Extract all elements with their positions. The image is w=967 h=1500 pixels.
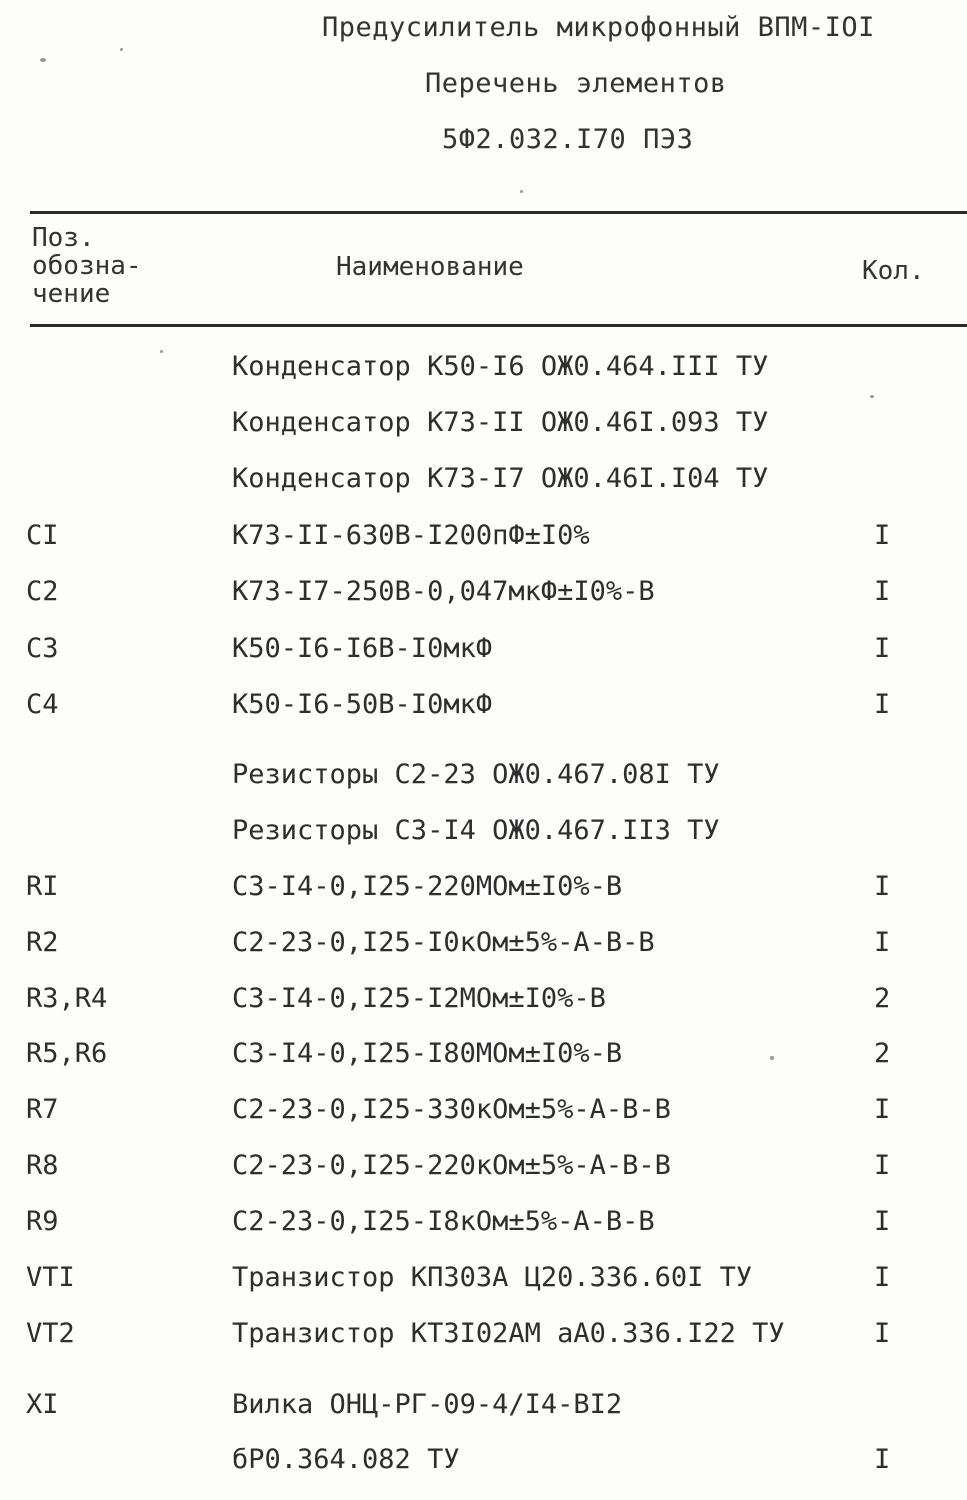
table-row (0, 1206, 967, 1246)
table-row (0, 983, 967, 1023)
scan-speck (160, 350, 163, 353)
table-row (0, 1262, 967, 1302)
row-quantity: I (874, 633, 891, 664)
header-name: Наименование (336, 252, 524, 282)
row-name: Резисторы С3-I4 ОЖ0.467.II3 ТУ (232, 815, 720, 846)
row-position: VT2 (26, 1318, 75, 1349)
row-name: Конденсатор К50-I6 ОЖ0.464.III ТУ (232, 351, 769, 382)
row-name: Конденсатор К73-I7 ОЖ0.46I.I04 ТУ (232, 463, 769, 494)
row-name: С3-I4-0,I25-I2МОм±I0%-В (232, 983, 606, 1014)
row-name: С2-23-0,I25-I0кОм±5%-А-В-В (232, 927, 655, 958)
table-top-rule (30, 211, 967, 214)
table-row (0, 871, 967, 911)
row-name: К73-II-630В-I200пФ±I0% (232, 520, 590, 551)
scan-speck (40, 58, 46, 62)
row-position: R5,R6 (26, 1038, 108, 1069)
table-row (0, 815, 967, 855)
row-quantity: I (874, 689, 891, 720)
row-name: С3-I4-0,I25-220МОм±I0%-В (232, 871, 623, 902)
row-position: C3 (26, 633, 59, 664)
table-row (0, 576, 967, 616)
row-name: С2-23-0,I25-330кОм±5%-А-В-В (232, 1094, 671, 1125)
row-quantity: I (874, 871, 891, 902)
table-header-rule (30, 324, 967, 327)
row-position: R2 (26, 927, 59, 958)
row-quantity: I (874, 1150, 891, 1181)
row-position: R7 (26, 1094, 59, 1125)
table-row (0, 633, 967, 673)
row-name: С2-23-0,I25-220кОм±5%-А-В-В (232, 1150, 671, 1181)
row-quantity: I (874, 1262, 891, 1293)
row-name: К50-I6-50В-I0мкФ (232, 689, 493, 720)
row-position: R8 (26, 1150, 59, 1181)
row-name: Транзистор КП303А Ц20.336.60I ТУ (232, 1262, 753, 1293)
row-position: C2 (26, 576, 59, 607)
row-position: R3,R4 (26, 983, 108, 1014)
scan-speck (520, 190, 523, 193)
scan-speck (870, 395, 874, 398)
row-name: Транзистор КТ3I02АМ аА0.336.I22 ТУ (232, 1318, 785, 1349)
table-row (0, 759, 967, 799)
table-row (0, 520, 967, 560)
row-name: С3-I4-0,I25-I80МОм±I0%-В (232, 1038, 623, 1069)
scan-speck (120, 48, 123, 51)
row-quantity: I (874, 520, 891, 551)
row-name: Вилка ОНЦ-РГ-09-4/I4-ВI2 (232, 1389, 623, 1420)
row-quantity: I (874, 1094, 891, 1125)
table-row (0, 463, 967, 503)
document-code: 5Ф2.032.I70 ПЭЗ (442, 124, 694, 155)
header-quantity: Кол. (862, 256, 925, 286)
row-quantity: 2 (874, 1038, 891, 1069)
row-quantity: I (874, 1206, 891, 1237)
row-position: C4 (26, 689, 59, 720)
table-row (0, 1444, 967, 1484)
document-title: Предусилитель микрофонный ВПМ-IOI (322, 12, 875, 43)
table-row (0, 689, 967, 729)
row-name: Резисторы С2-23 ОЖ0.467.08I ТУ (232, 759, 720, 790)
row-position: VTI (26, 1262, 75, 1293)
row-quantity: I (874, 927, 891, 958)
row-name: К73-I7-250В-0,047мкФ±I0%-В (232, 576, 655, 607)
row-name: бР0.364.082 ТУ (232, 1444, 460, 1475)
header-position: Поз. обозна- чение (32, 223, 142, 309)
row-quantity: I (874, 1444, 891, 1475)
row-name: С2-23-0,I25-I8кОм±5%-А-В-В (232, 1206, 655, 1237)
table-row (0, 407, 967, 447)
row-position: R9 (26, 1206, 59, 1237)
row-quantity: 2 (874, 983, 891, 1014)
row-quantity: I (874, 1318, 891, 1349)
row-position: RI (26, 871, 59, 902)
table-row (0, 1389, 967, 1429)
table-row (0, 1038, 967, 1078)
scan-speck (770, 1056, 774, 1060)
table-row (0, 1094, 967, 1134)
document-subtitle: Перечень элементов (425, 68, 727, 99)
table-row (0, 1318, 967, 1358)
table-row (0, 1150, 967, 1190)
table-row (0, 927, 967, 967)
row-name: К50-I6-I6В-I0мкФ (232, 633, 493, 664)
row-position: CI (26, 520, 59, 551)
row-quantity: I (874, 576, 891, 607)
row-position: XI (26, 1389, 59, 1420)
row-name: Конденсатор К73-II ОЖ0.46I.093 ТУ (232, 407, 769, 438)
table-row (0, 351, 967, 391)
